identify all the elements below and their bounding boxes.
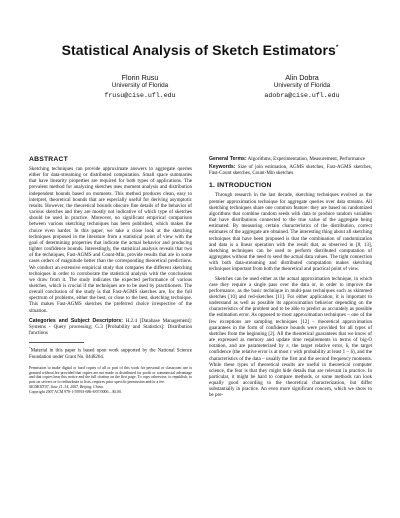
categories-label: Categories and Subject Descriptors: [29,317,124,324]
copyright-block [29,366,192,395]
author-block [222,73,382,100]
author-name: Florin Rusu [121,73,159,82]
keywords [209,164,372,176]
introduction-heading: 1. INTRODUCTION [209,182,272,190]
paper-title: Statistical Analysis of Sketch Estimators* [61,42,339,58]
author-affiliation: University of Florida [273,82,331,89]
abstract-heading: ABSTRACT [29,156,68,163]
keywords-text: Size of join estimation, AGMS sketches, Fast-AGMS sketches, Fast-Count sketches, Count-Min sketches [209,164,372,177]
author-email: frusu@cise.ufl.edu [104,91,176,99]
categories-text: H.2.4 [Database Management]: Systems - Query processing; G.3 [Probability and Statistics]: Distribution functions [29,317,193,337]
intro-paragraph: Through research in the last decade, sketching techniques evolved as the premier approximation technique for aggregate queries over data streams. All sketching techniques share one common feature: they are based on randomized algorithms that combine random seeds with data to produce random variables that have distributions connected to the true value of the aggregate being estimated. By measuring certain characteristics of the distribution, correct estimates of the aggregate are obtained. The interesting thing about all sketching techniques that have been proposed is that the combination of randomization and data is a linear operation with the result that, as observed in [8, 13], sketching techniques can be used to perform distributed computation of aggregates without the need to send the actual data values. The tight connection with both data-streaming and distributed computation makes sketching techniques important from both the theoretical and practical point of view. [209,192,372,273]
keywords-label: Keywords: [209,164,236,171]
title-footnote-mark: * [335,45,339,51]
footnote-mark: * [29,346,31,351]
permission-notice: Permission to make digital or hard copies of all or part of this work for personal or classroom use is granted without fee provided that copies are not made or distributed for profit or commercial advantage and that copies bear this notice and the full citation on the first page. To copy otherwise, to republish, to post on servers or to redistribute to lists, requires prior specific permission and/or a fee. [29,365,192,385]
left-column [29,156,192,395]
abstract-text: Sketching techniques can provide approximate answers to aggregate queries either for data-streaming or distributed computation. Small space summaries that have linearity properties are required for both types of applications. The prevalent method for analyzing sketches uses moment analysis and distribution independent bounds based on moments. This method produces clean, easy to interpret, theoretical bounds that are especially useful for deriving asymptotic results. However, the theoretical bounds obscure fine details of the behavior of various sketches and they are mostly not indicative of which type of sketches should be used in practice. Moreover, no significant empirical comparison between various sketching techniques has been published, which makes the choice even harder. In this paper, we take a close look at the sketching techniques proposed in the literature from a statistical point of view with the goal of determining properties that indicate the actual behavior and producing tighter confidence bounds. Interestingly, the statistical analysis reveals that two of the techniques, Fast-AGMS and Count-Min, provide results that are in some cases orders of magnitude better than the corresponding theoretical predictions. We conduct an extensive empirical study that compares the different sketching techniques in order to corroborate the statistical analysis with the conclusions we draw from it. The study indicates the expected performance of various sketches, which is crucial if the techniques are to be used by practitioners. The overall conclusion of the study is that Fast-AGMS sketches are, for the full spectrum of problems, either the best, or close to the best, sketching technique. This makes Fast-AGMS sketches the preferred choice irrespective of the situation. [29,166,192,314]
copyright-notice: Copyright 2007 ACM 978-1-59593-686-8/07/0006 ...$5.00. [29,390,123,395]
general-terms [209,156,372,162]
categories-descriptors [29,318,192,336]
author-block [60,73,220,100]
general-terms-text: Algorithms, Experimentation, Measurement, Performance [247,156,366,162]
author-affiliation: University of Florida [111,82,169,89]
general-terms-label: General Terms: [209,156,247,162]
right-column [209,156,372,402]
footnote-divider [29,342,84,343]
funding-footnote [29,346,192,360]
intro-paragraph: Sketches can be used either as the actual approximation technique, in which case they require a single pass over the data or, in order to improve the performance, as the basic technique in multi-pass techniques such as skimmed sketches [10] and red-sketches [11]. For either application, it is important to understand as well as possible its approximation behavior depending on the characteristics of the problem and to be able to predict as accurately as possible the estimation error. As opposed to most approximation techniques – one of the few exceptions are sampling techniques [12] – theoretical approximation guarantees in the form of confidence bounds were provided for all types of sketches from the beginning [2]. All the theoretical guarantees that we know of are expressed as memory and update time requirements in terms of big-O notation, and are parameterized by ε, the target relative error, δ, the target confidence (the relative error is at most ε with probability at least 1 − δ), and the characteristics of the data – usually the first and the second frequency moments. While these types of theoretical results are useful in theoretical computer science, the fear is that they might hide details that are relevant in practice. In particular, it might be hard to compare methods, or some methods can look equally good according to the theoretical characterization, but differ substantially in practice. An even more significant concern, which we show to be pre- [209,275,372,399]
conference-venue: SIGMOD'07, June 11–14, 2007, Beijing, China. [29,385,104,390]
author-email: adobra@cise.ufl.edu [264,91,340,99]
footnote-text: Material in this paper is based upon work supported by the National Science Foundation under Grant No. 0448264. [29,348,192,360]
author-name: Alin Dobra [285,73,319,82]
